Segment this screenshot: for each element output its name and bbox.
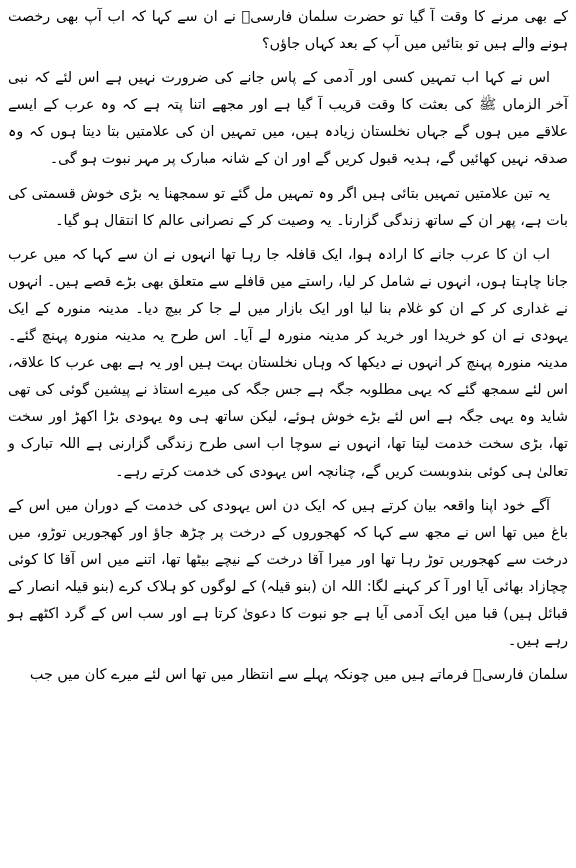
paragraph-journey-to-madinah: اب ان کا عرب جانے کا ارادہ ہوا، ایک قافلہ جا رہا تھا انہوں نے ان سے کہا کہ میں عرب جانا چاہتا ہوں، انہوں نے شامل کر لیا، راستے میں قافلے سے متعلق بھی بڑے قصے ہیں۔ انہوں نے غداری کر کے ان کو غلام بنا لیا اور ایک بازار میں لے جا کر بیچ دیا۔ مدینہ منورہ کے ایک یہودی نے ان کو خریدا اور خرید کر مدینہ منورہ لے آیا۔ اس طرح یہ مدینہ منورہ پہنچ گئے۔ مدینہ منورہ پہنچ کر انہوں نے دیکھا کہ وہاں نخلستان بہت ہیں اور یہ ہے بھی عرب کا علاقہ، اس لئے سمجھ گئے کہ یہی مطلوبہ جگہ ہے جس جگہ کی میرے استاذ نے پیشین گوئی کی تھی شاید وہ یہی جگہ ہے اس لئے بڑے خوش ہوئے، لیکن ساتھ ہی وہ یہودی بڑا اکھڑ اور سخت تھا، بڑی سخت خدمت لیتا تھا، انہوں نے سوچا اب اسی طرح زندگی گزارنی ہے اللہ تبارک و تعالیٰ ہی کوئی بندوبست کریں گے، چنانچہ اس یہودی کی خدمت کرتے رہے۔ [8, 246, 568, 480]
paragraph-salman-narration: سلمان فارسیؓ فرماتے ہیں میں چونکہ پہلے سے انتظار میں تھا اس لئے میرے کان میں جب [29, 667, 568, 684]
paragraph-prophecy: اس نے کہا اب تمہیں کسی اور آدمی کے پاس جانے کی ضرورت نہیں ہے اس لئے کہ نبی آخر الزماں ﷺ کی بعثت کا وقت قریب آ گیا ہے اور مجھے اتنا پتہ ہے کہ وہ عرب کے ایسے علاقے میں ہوں گے جہاں نخلستان زیادہ ہیں، میں تمہیں ان کی علامتیں بتا دیتا ہوں کہ وہ صدقہ نہیں کھائیں گے، ہدیہ قبول کریں گے اور ان کے شانہ مبارک پر مہر نبوت ہو گی۔ [8, 70, 568, 168]
paragraph-date-garden: آگے خود اپنا واقعہ بیان کرتے ہیں کہ ایک دن اس یہودی کی خدمت کے دوران میں اس کے باغ میں تھا اس نے مجھ سے کہا کہ کھجوروں کے درخت پر چڑھ جاؤ اور کھجوریں توڑو، میں درخت سے کھجوریں توڑ رہا تھا اور میرا آقا درخت کے نیچے بیٹھا تھا، اتنے میں اس آقا کا کوئی چچازاد بھائی آیا اور آ کر کہنے لگا: اللہ ان (بنو قیلہ) کے لوگوں کو ہلاک کرے (بنو قیلہ انصار کے قبائل ہیں) قبا میں ایک آدمی آیا ہے جو نبوت کا دعویٰ کرتا ہے اور سب اس کے گرد اکٹھے ہو رہے ہیں۔ [8, 497, 568, 650]
paragraph-continuation: کے بھی مرنے کا وقت آ گیا تو حضرت سلمان فارسیؓ نے ان سے کہا کہ اب آپ بھی رخصت ہونے والے ہیں تو بتائیں میں آپ کے بعد کہاں جاؤں؟ [8, 9, 568, 53]
paragraph-three-signs: یہ تین علامتیں تمہیں بتائی ہیں اگر وہ تمہیں مل گئے تو سمجھنا یہ بڑی خوش قسمتی کی بات ہے، پھر ان کے ساتھ زندگی گزارنا۔ یہ وصیت کر کے نصرانی عالم کا انتقال ہو گیا۔ [8, 185, 568, 229]
